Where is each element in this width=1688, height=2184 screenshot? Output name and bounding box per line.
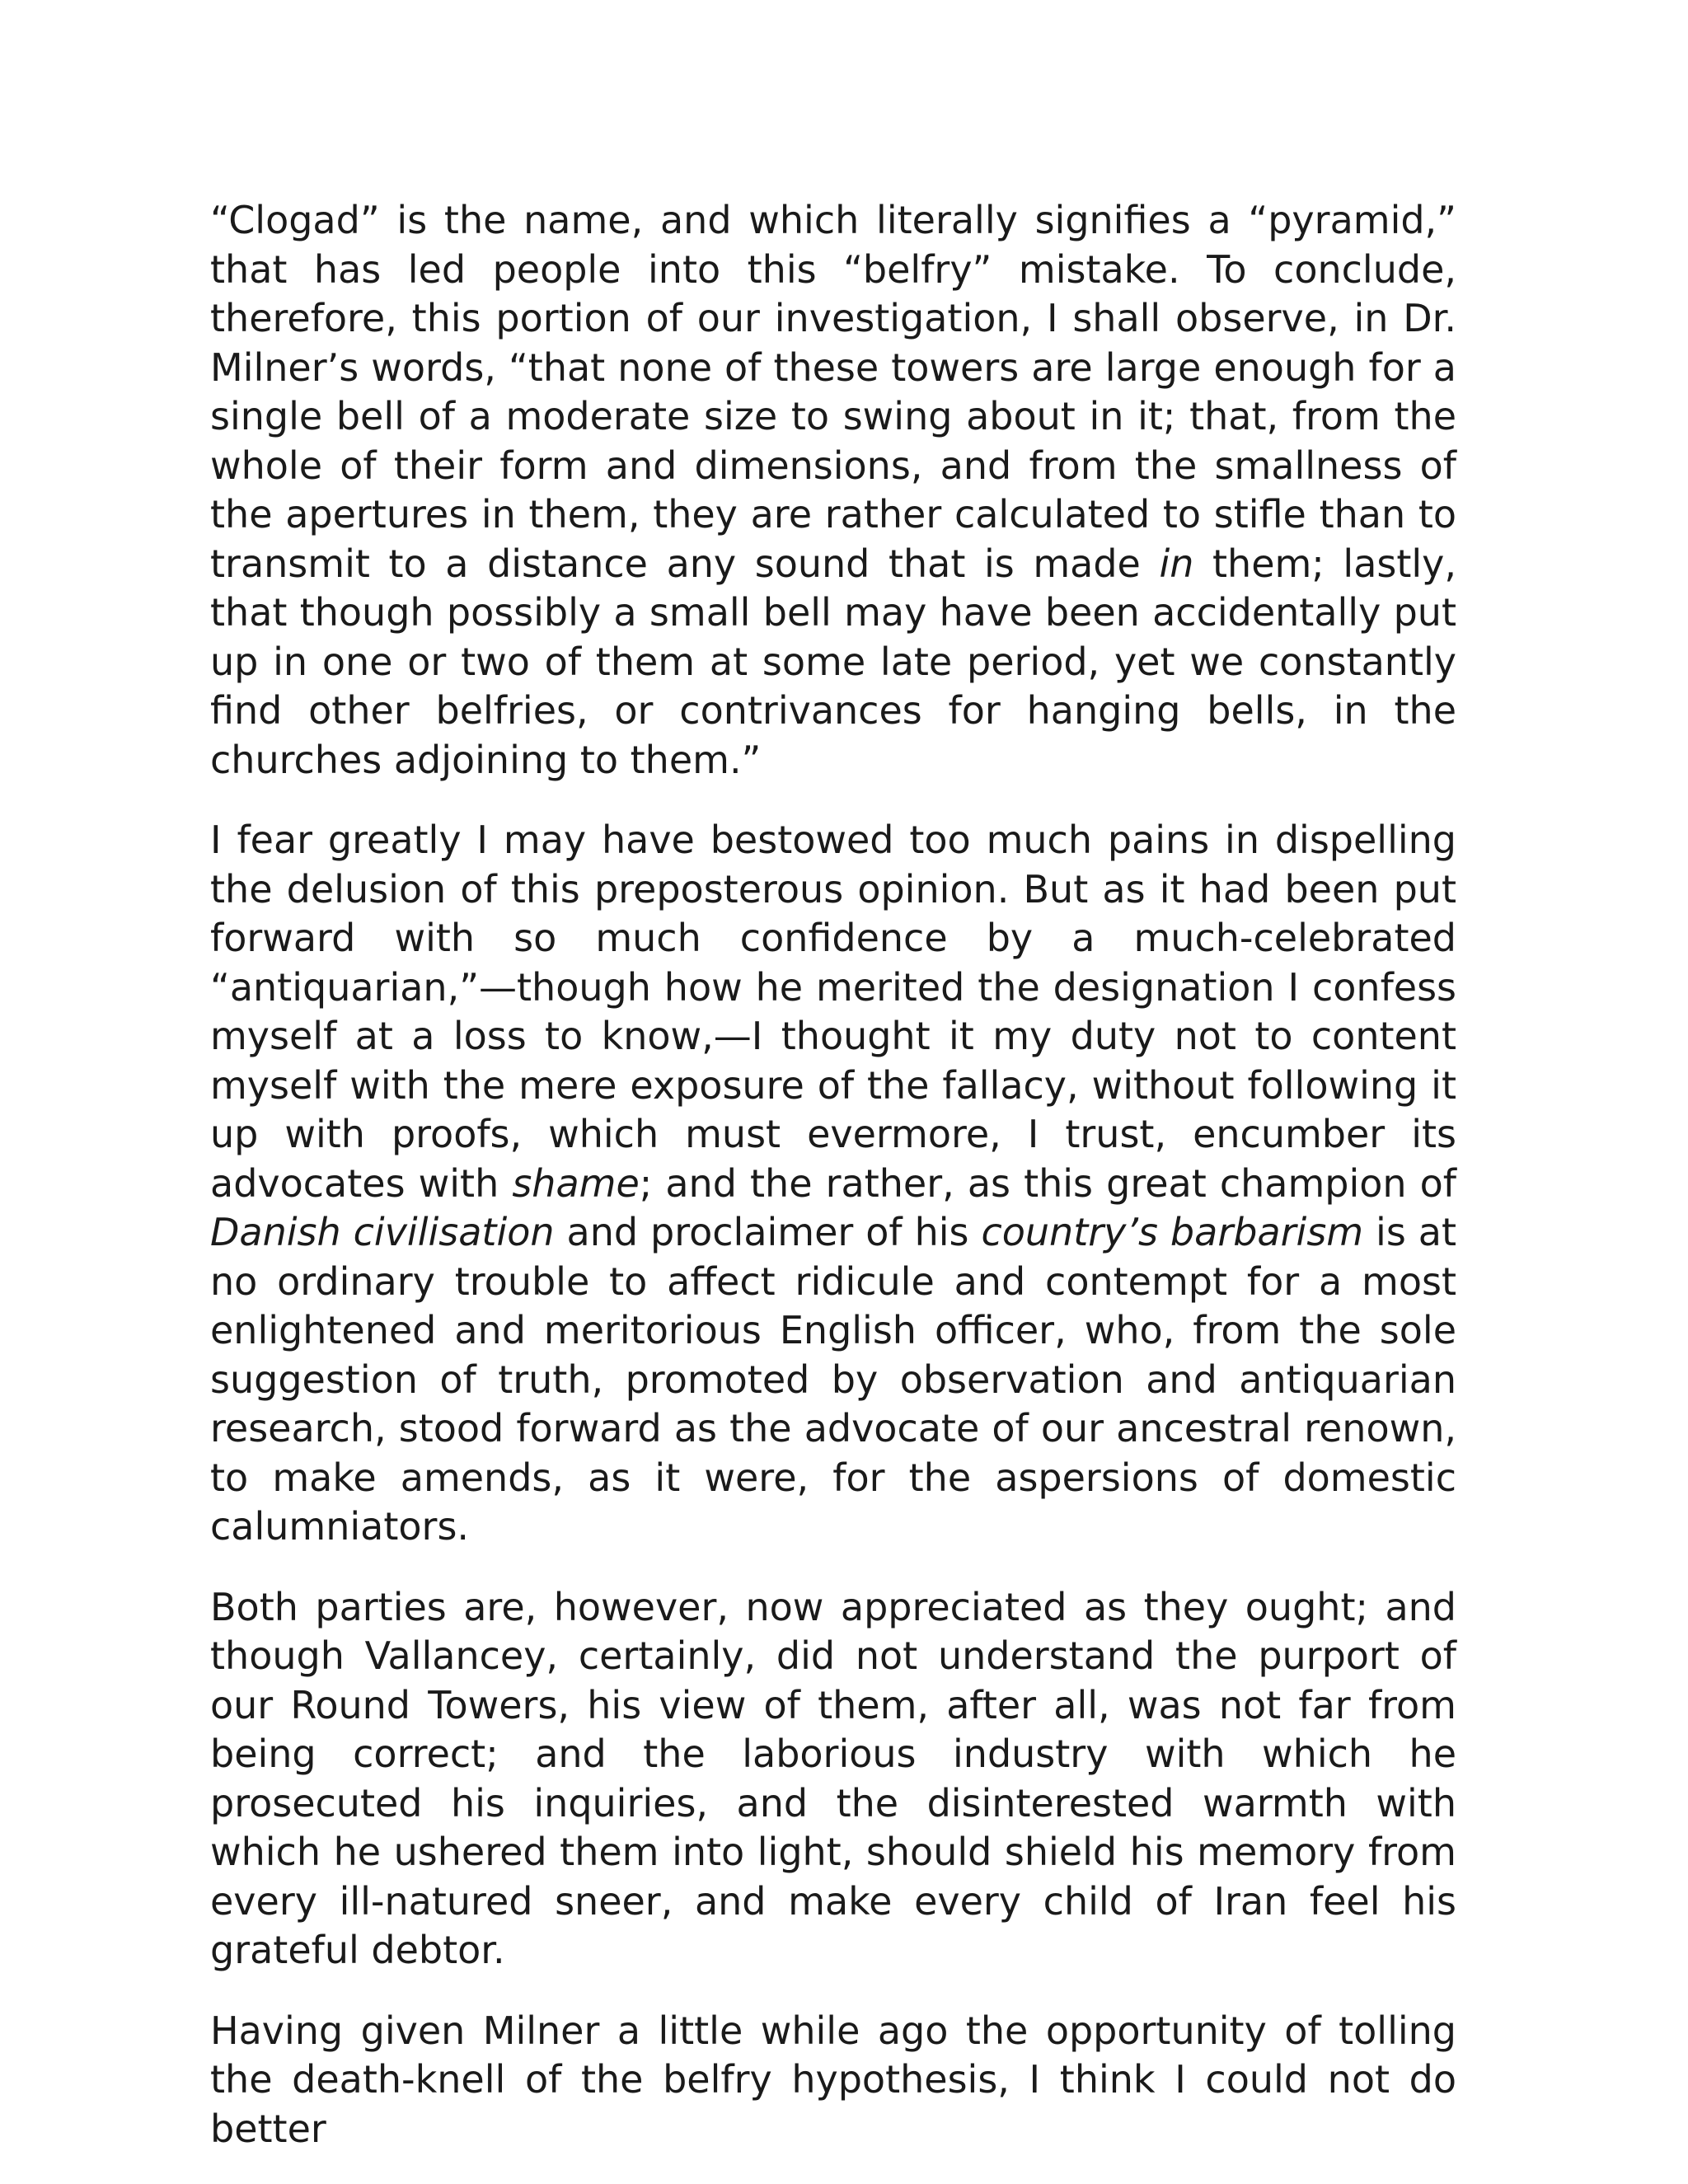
paragraph-2-text-1: I fear greatly I may have bestowed too much pains in dispelling the delusion of this preposterous opinion. But as it had been put forward with so much confidence by a much-celebrated “antiquarian,”—though how he merited the designation I confess myself at a loss to know,—I thought it my duty not to content myself with the mere exposure of the fallacy, without following it up with proofs, which must evermore, I trust, encumber its advocates with [210, 818, 1456, 1206]
paragraph-2-italic-shame: shame [512, 1160, 640, 1206]
paragraph-2-italic-countrys-barbarism: country’s barbarism [981, 1210, 1364, 1254]
paragraph-3-text-1: Both parties are, however, now appreciated as they ought; and though Vallancey, certainly, did not understand the purport of our Round Towers, his view of them, after all, was not far from being correct; and the laborious industry with which he prosecuted his inquiries, and the disinterested warmth with which he ushered them into light, should shield his memory from every ill-natured sneer, and make every child of Iran feel his grateful debtor. [210, 1584, 1456, 1972]
page-body [210, 196, 1456, 2154]
paragraph-3 [210, 1583, 1456, 1975]
paragraph-4 [210, 2007, 1456, 2154]
paragraph-2-text-4: is at no ordinary trouble to affect ridicule and contempt for a most enlightened and meritorious English officer, who, from the sole suggestion of truth, promoted by observation and antiquarian research, stood forward as the advocate of our ancestral renown, to make amends, as it were, for the aspersions of domestic calumniators. [210, 1210, 1456, 1549]
paragraph-1 [210, 196, 1456, 785]
paragraph-1-text-1: “Clogad” is the name, and which literally signifies a “pyramid,” that has led people into this “belfry” mistake. To conclude, therefore, this portion of our investigation, I shall observe, in Dr. Milner’s words, “that none of these towers are large enough for a single bell of a moderate size to swing about in it; that, from the whole of their form and dimensions, and from the smallness of the apertures in them, they are rather calculated to stifle than to transmit to a distance any sound that is made [210, 198, 1456, 586]
paragraph-2-text-2: ; and the rather, as this great champion of [639, 1160, 1456, 1206]
paragraph-1-italic-in: in [1159, 541, 1194, 586]
paragraph-2-italic-danish-civilisation: Danish civilisation [210, 1210, 555, 1254]
paragraph-2-text-3: and proclaimer of his [554, 1210, 982, 1254]
paragraph-2 [210, 816, 1456, 1552]
paragraph-4-text-1: Having given Milner a little while ago the opportunity of tolling the death-knell of the belfry hypothesis, I think I could not do better [210, 2008, 1456, 2151]
paragraph-1-text-2: them; lastly, that though possibly a small bell may have been accidentally put up in one or two of them at some late period, yet we constantly find other belfries, or contrivances for hanging bells, in the churches adjoining to them.” [210, 541, 1457, 782]
